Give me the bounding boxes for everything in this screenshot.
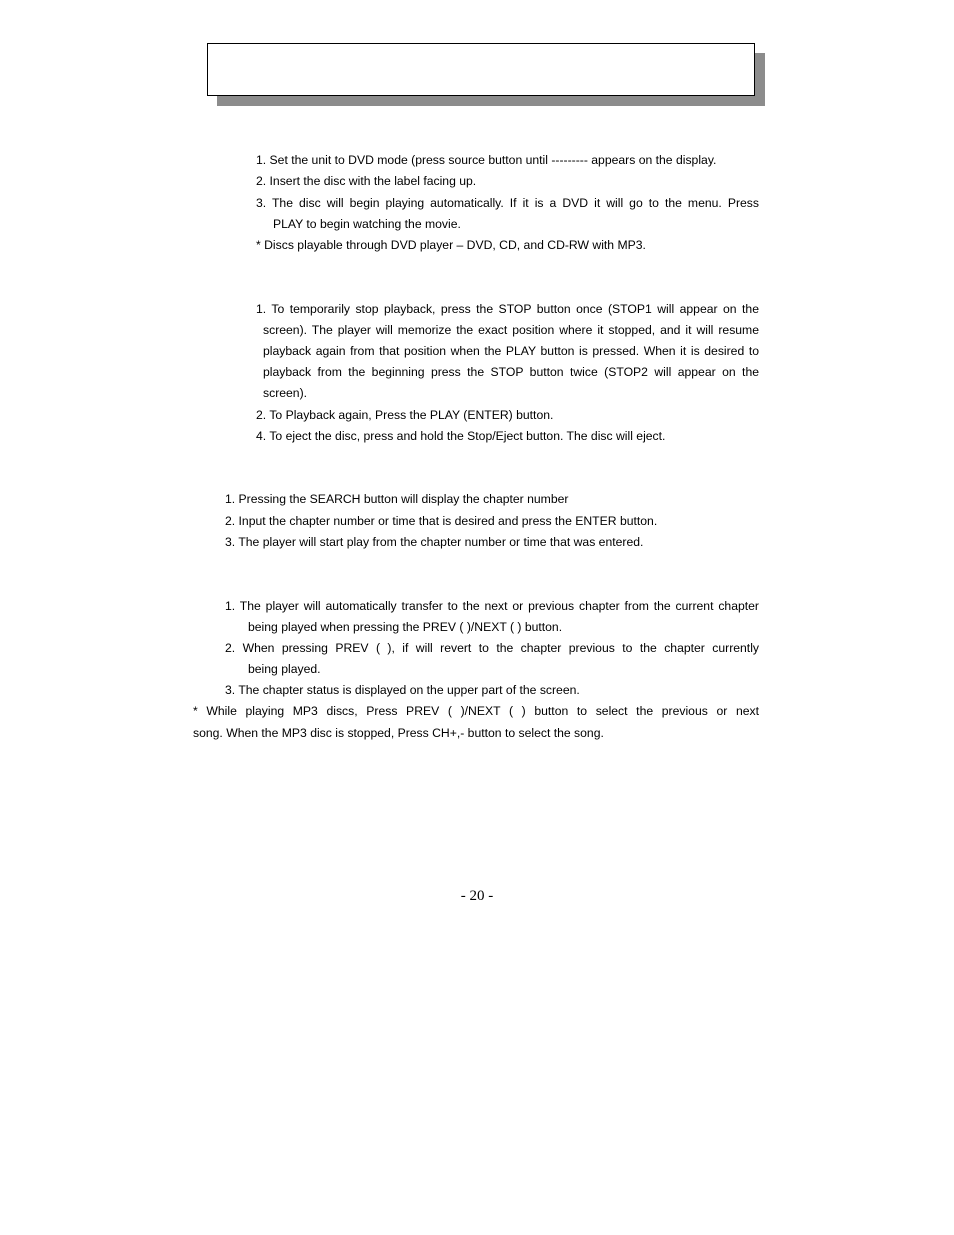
s4-note-line-1: * While playing MP3 discs, Press PREV ( )/NEXT ( ) button to select the previous or next	[193, 704, 759, 718]
s2-line-3: playback again from that position when the PLAY button is pressed. When it is desired to	[263, 344, 759, 358]
s4-line-5: 3. The chapter status is displayed on the upper part of the screen.	[225, 683, 580, 697]
s4-note-line-2: song. When the MP3 disc is stopped, Press CH+,- button to select the song.	[193, 726, 604, 740]
s2-line-1: 1. To temporarily stop playback, press the STOP button once (STOP1 will appear on the	[256, 302, 759, 316]
s2-line-4: playback from the beginning press the STOP button twice (STOP2 will appear on the	[263, 365, 759, 379]
title-box	[207, 43, 755, 96]
s3-line-1: 1. Pressing the SEARCH button will display the chapter number	[225, 492, 569, 506]
s2-line-2: screen). The player will memorize the exact position where it stopped, and it will resume	[263, 323, 759, 337]
page-number: - 20 -	[460, 888, 494, 904]
s4-line-4: being played.	[248, 662, 321, 676]
s4-line-2: being played when pressing the PREV ( )/NEXT ( ) button.	[248, 620, 563, 634]
s4-line-1: 1. The player will automatically transfer to the next or previous chapter from the current chapter	[225, 599, 759, 613]
s2-line-5: screen).	[263, 386, 308, 400]
s1-line-3: 3. The disc will begin playing automatically. If it is a DVD it will go to the menu. Press	[256, 196, 759, 210]
s2-line-7: 4. To eject the disc, press and hold the Stop/Eject button. The disc will eject.	[256, 429, 666, 443]
s1-note: * Discs playable through DVD player – DVD, CD, and CD-RW with MP3.	[256, 238, 646, 252]
s3-line-2: 2. Input the chapter number or time that is desired and press the ENTER button.	[225, 514, 658, 528]
s1-line-4: PLAY to begin watching the movie.	[273, 217, 461, 231]
s1-line-2: 2. Insert the disc with the label facing up.	[256, 174, 477, 188]
s3-line-3: 3. The player will start play from the chapter number or time that was entered.	[225, 535, 644, 549]
s4-line-3: 2. When pressing PREV ( ), if will revert to the chapter previous to the chapter currently	[225, 641, 759, 655]
s1-line-1: 1. Set the unit to DVD mode (press source button until --------- appears on the display.	[256, 153, 717, 167]
s2-line-6: 2. To Playback again, Press the PLAY (ENTER) button.	[256, 408, 554, 422]
